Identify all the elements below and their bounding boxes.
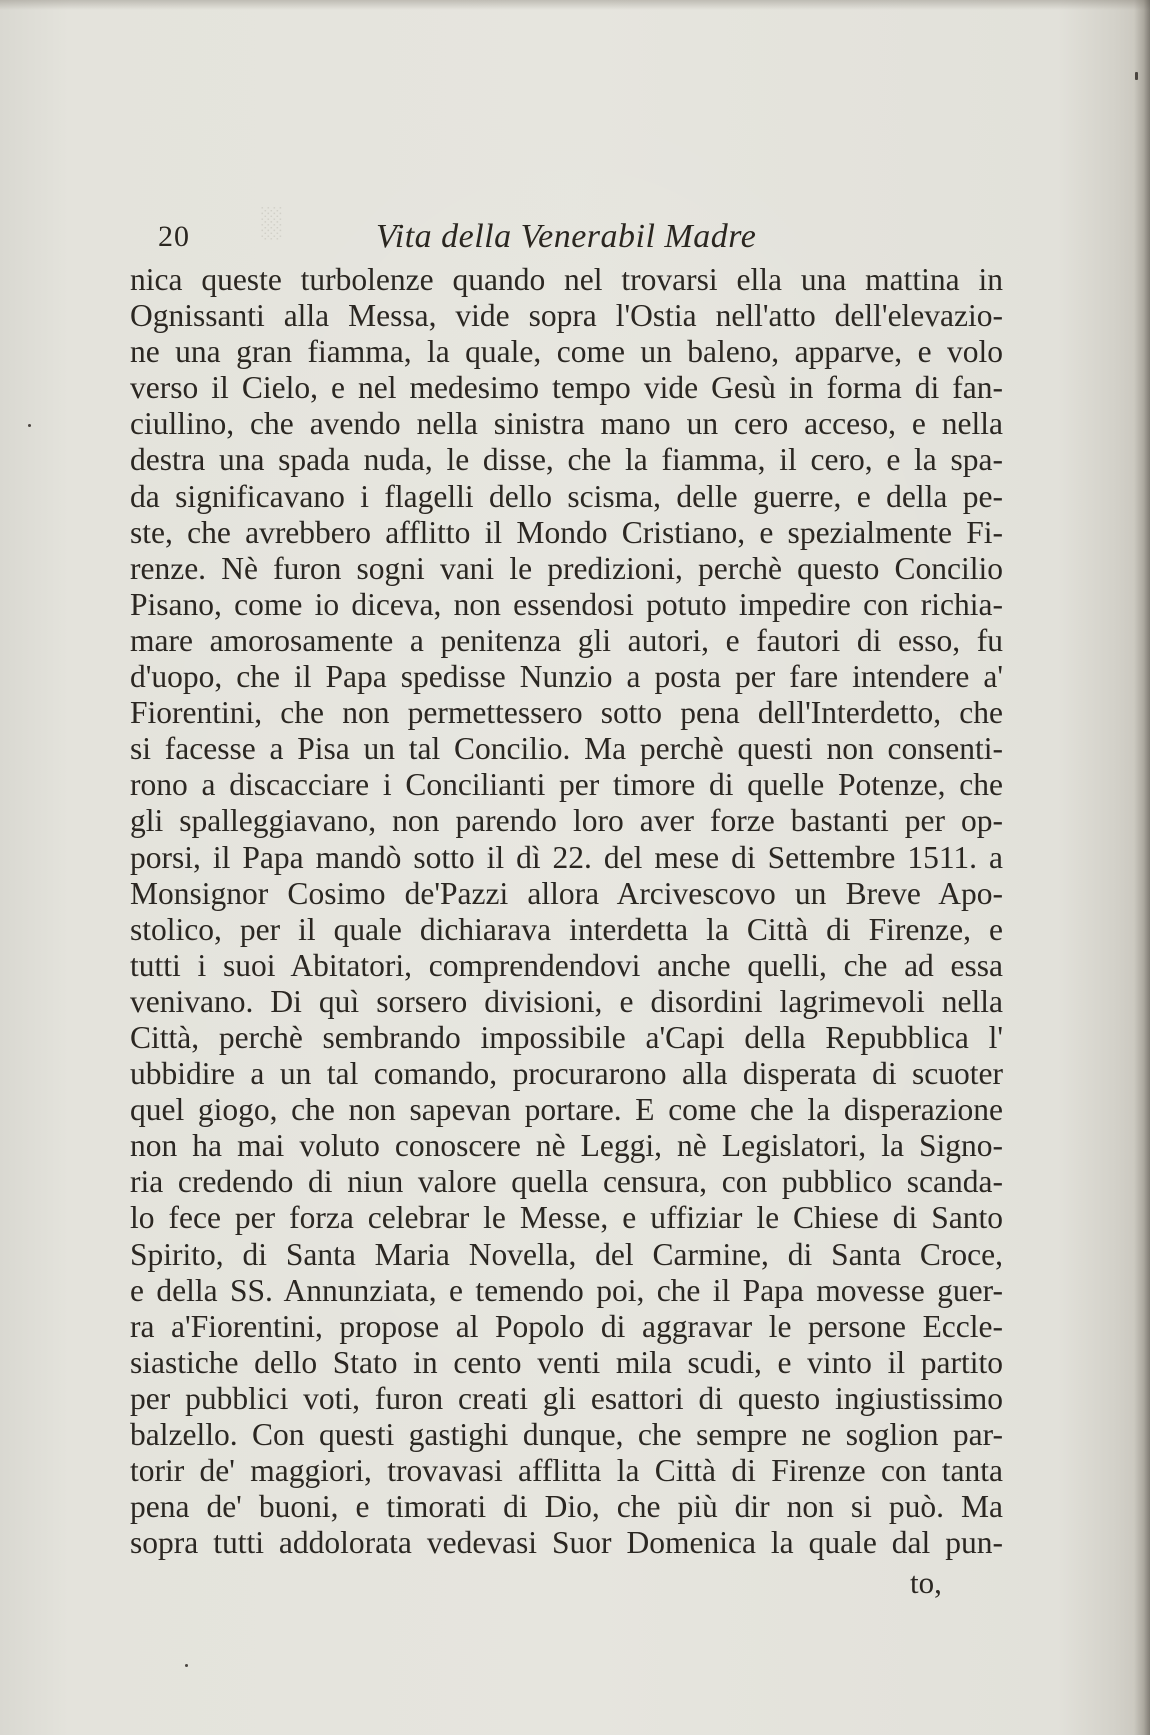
ink-speck: [185, 1664, 188, 1667]
text-line: ste, che avrebbero afflitto il Mondo Cristiano, e spezialmente Fi-: [130, 514, 1003, 550]
page-number: 20: [158, 220, 190, 253]
ink-speck: [28, 424, 31, 427]
text-line: si facesse a Pisa un tal Concilio. Ma perchè questi non consenti-: [130, 731, 1003, 767]
text-line: ne una gran fiamma, la quale, come un baleno, apparve, e volo: [130, 334, 1003, 370]
text-line: Fiorentini, che non permettessero sotto pena dell'Interdetto, che: [130, 695, 1003, 731]
text-line: mare amorosamente a penitenza gli autori, e fautori di esso, fu: [130, 622, 1003, 658]
text-line: tutti i suoi Abitatori, comprendendovi anche quelli, che ad essa: [130, 947, 1003, 983]
text-line: d'uopo, che il Papa spedisse Nunzio a posta per fare intendere a': [130, 659, 1003, 695]
text-line: nica queste turbolenze quando nel trovarsi ella una mattina in: [130, 262, 1003, 297]
text-line: lo fece per forza celebrar le Messe, e uffiziar le Chiese di Santo: [130, 1200, 1003, 1236]
text-line: venivano. Di quì sorsero divisioni, e disordini lagrimevoli nella: [130, 983, 1003, 1019]
page-header: [158, 220, 998, 264]
text-line: Ognissanti alla Messa, vide sopra l'Ostia nell'atto dell'elevazio-: [130, 298, 1003, 334]
text-line: per pubblici voti, furon creati gli esattori di questo ingiustissimo: [130, 1380, 1003, 1416]
text-line: siastiche dello Stato in cento venti mila scudi, e vinto il partito: [130, 1344, 1003, 1380]
text-line: da significavano i flagelli dello scisma, delle guerre, e della pe-: [130, 478, 1003, 514]
text-line: torir de' maggiori, trovavasi afflitta la Città di Firenze con tanta: [130, 1453, 1003, 1489]
body-text: [130, 262, 1003, 1561]
text-line: rono a discacciare i Concilianti per timore di quelle Potenze, che: [130, 767, 1003, 803]
text-line: Pisano, come io diceva, non essendosi potuto impedire con richia-: [130, 586, 1003, 622]
text-line: Città, perchè sembrando impossibile a'Capi della Repubblica l': [130, 1019, 1003, 1055]
text-line: sopra tutti addolorata vedevasi Suor Domenica la quale dal pun-: [130, 1525, 1003, 1561]
text-line: destra una spada nuda, le disse, che la fiamma, il cero, e la spa-: [130, 442, 1003, 478]
text-line: Spirito, di Santa Maria Novella, del Carmine, di Santa Croce,: [130, 1236, 1003, 1272]
text-line: quel giogo, che non sapevan portare. E come che la disperazione: [130, 1092, 1003, 1128]
text-line: verso il Cielo, e nel medesimo tempo vide Gesù in forma di fan-: [130, 370, 1003, 406]
text-line: balzello. Con questi gastighi dunque, che sempre ne soglion par-: [130, 1417, 1003, 1452]
text-line: ria credendo di niun valore quella censura, con pubblico scanda-: [130, 1164, 1003, 1200]
running-title: Vita della Venerabil Madre: [376, 218, 757, 255]
catchword: to,: [910, 1565, 942, 1600]
show-through-ink: ░: [260, 206, 282, 239]
text-line: ubbidire a un tal comando, procurarono alla disperata di scuoter: [130, 1056, 1003, 1092]
text-line: e della SS. Annunziata, e temendo poi, che il Papa movesse guer-: [130, 1272, 1003, 1308]
text-line: ciullino, che avendo nella sinistra mano un cero acceso, e nella: [130, 406, 1003, 442]
text-line: porsi, il Papa mandò sotto il dì 22. del mese di Settembre 1511. a: [130, 839, 1003, 875]
page-top-shadow: [0, 0, 1150, 10]
text-line: Monsignor Cosimo de'Pazzi allora Arcivescovo un Breve Apo-: [130, 875, 1003, 911]
page-right-edge-shadow: [1134, 0, 1150, 1735]
text-line: pena de' buoni, e timorati di Dio, che più dir non si può. Ma: [130, 1489, 1003, 1525]
text-line: stolico, per il quale dichiarava interdetta la Città di Firenze, e: [130, 911, 1003, 947]
text-line: non ha mai voluto conoscere nè Leggi, nè Legislatori, la Signo-: [130, 1128, 1003, 1164]
text-line: ra a'Fiorentini, propose al Popolo di aggravar le persone Eccle-: [130, 1308, 1003, 1344]
ink-speck: [1135, 72, 1138, 80]
text-line: gli spalleggiavano, non parendo loro aver forze bastanti per op-: [130, 803, 1003, 839]
text-line: renze. Nè furon sogni vani le predizioni, perchè questo Concilio: [130, 550, 1003, 586]
